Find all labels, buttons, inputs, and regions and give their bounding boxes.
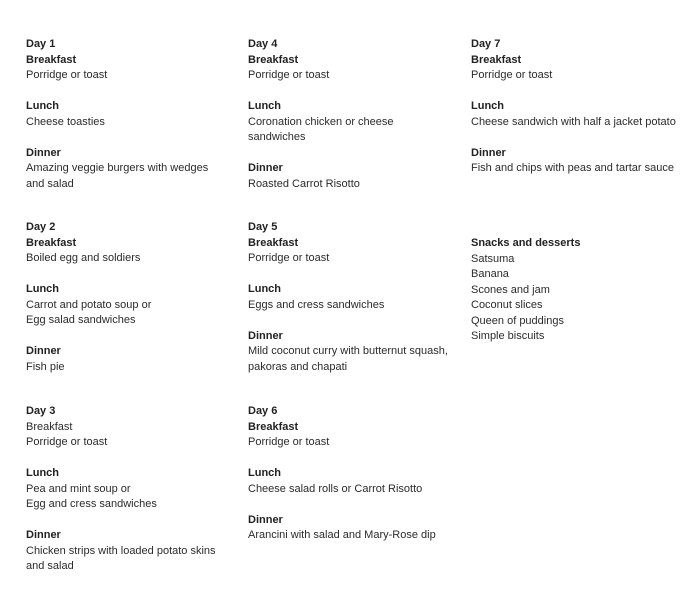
dinner-item: pakoras and chapati: [248, 360, 348, 373]
breakfast-label: Breakfast: [248, 53, 299, 66]
snacks-title: Snacks and desserts: [471, 237, 581, 249]
breakfast-item: Porridge or toast: [26, 436, 108, 448]
lunch-label: Lunch: [248, 100, 281, 112]
day-4-menu: [248, 37, 463, 192]
dinner-item: and salad: [26, 560, 74, 572]
breakfast-label: Breakfast: [248, 420, 299, 433]
dinner-item: Roasted Carrot Risotto: [248, 177, 360, 190]
breakfast-label: Breakfast: [248, 236, 299, 249]
day-2-menu: [26, 220, 241, 375]
day-5-menu: [248, 220, 463, 375]
day-1-menu: [26, 37, 241, 192]
dinner-item: Fish pie: [26, 360, 65, 373]
day-title: Day 1: [26, 38, 56, 50]
snack-item: Queen of puddings: [471, 314, 564, 327]
dinner-item: Mild coconut curry with butternut squash,: [248, 345, 448, 357]
dinner-label: Dinner: [471, 146, 506, 159]
dinner-item: Chicken strips with loaded potato skins: [26, 544, 216, 557]
snack-item: Scones and jam: [471, 283, 550, 296]
lunch-item: Egg and cress sandwiches: [26, 498, 157, 510]
breakfast-item: Porridge or toast: [26, 69, 108, 81]
lunch-item: Cheese salad rolls or Carrot Risotto: [248, 482, 423, 495]
lunch-item: Egg salad sandwiches: [26, 314, 136, 326]
snack-item: Simple biscuits: [471, 330, 545, 342]
breakfast-label: Breakfast: [26, 420, 73, 433]
day-7-menu: [471, 37, 686, 177]
snacks-and-desserts: [471, 236, 686, 345]
breakfast-item: Porridge or toast: [248, 252, 330, 264]
dinner-item: Fish and chips with peas and tartar sauce: [471, 162, 675, 174]
lunch-item: Coronation chicken or cheese: [248, 115, 394, 128]
breakfast-item: Boiled egg and soldiers: [26, 252, 141, 264]
day-6-menu: [248, 404, 463, 544]
dinner-label: Dinner: [248, 162, 283, 174]
day-title: Day 6: [248, 405, 278, 417]
lunch-item: Eggs and cress sandwiches: [248, 298, 385, 311]
breakfast-label: Breakfast: [471, 53, 522, 66]
day-title: Day 2: [26, 221, 56, 233]
day-title: Day 4: [248, 38, 278, 50]
day-title: Day 7: [471, 38, 501, 50]
lunch-item: Carrot and potato soup or: [26, 298, 152, 311]
dinner-label: Dinner: [26, 529, 61, 541]
dinner-label: Dinner: [26, 345, 61, 357]
breakfast-item: Porridge or toast: [471, 69, 553, 81]
snack-item: Coconut slices: [471, 299, 543, 311]
lunch-item: Cheese sandwich with half a jacket potato: [471, 115, 676, 128]
snack-item: Satsuma: [471, 252, 515, 265]
lunch-item: Cheese toasties: [26, 115, 105, 128]
day-title: Day 5: [248, 221, 278, 233]
breakfast-item: Porridge or toast: [248, 436, 330, 448]
dinner-label: Dinner: [248, 329, 283, 342]
breakfast-label: Breakfast: [26, 236, 77, 249]
lunch-label: Lunch: [471, 100, 504, 112]
lunch-label: Lunch: [26, 467, 59, 479]
lunch-label: Lunch: [26, 100, 59, 112]
day-3-menu: [26, 404, 241, 575]
lunch-item: Pea and mint soup or: [26, 482, 131, 495]
breakfast-item: Porridge or toast: [248, 69, 330, 81]
dinner-label: Dinner: [26, 146, 61, 159]
snack-item: Banana: [471, 268, 509, 280]
dinner-item: Amazing veggie burgers with wedges: [26, 162, 209, 174]
lunch-label: Lunch: [248, 467, 281, 479]
dinner-item: Arancini with salad and Mary-Rose dip: [248, 529, 436, 541]
day-title: Day 3: [26, 405, 56, 417]
lunch-label: Lunch: [26, 283, 59, 295]
dinner-item: and salad: [26, 177, 74, 190]
lunch-item: sandwiches: [248, 131, 306, 143]
lunch-label: Lunch: [248, 283, 281, 295]
breakfast-label: Breakfast: [26, 53, 77, 66]
dinner-label: Dinner: [248, 513, 283, 526]
